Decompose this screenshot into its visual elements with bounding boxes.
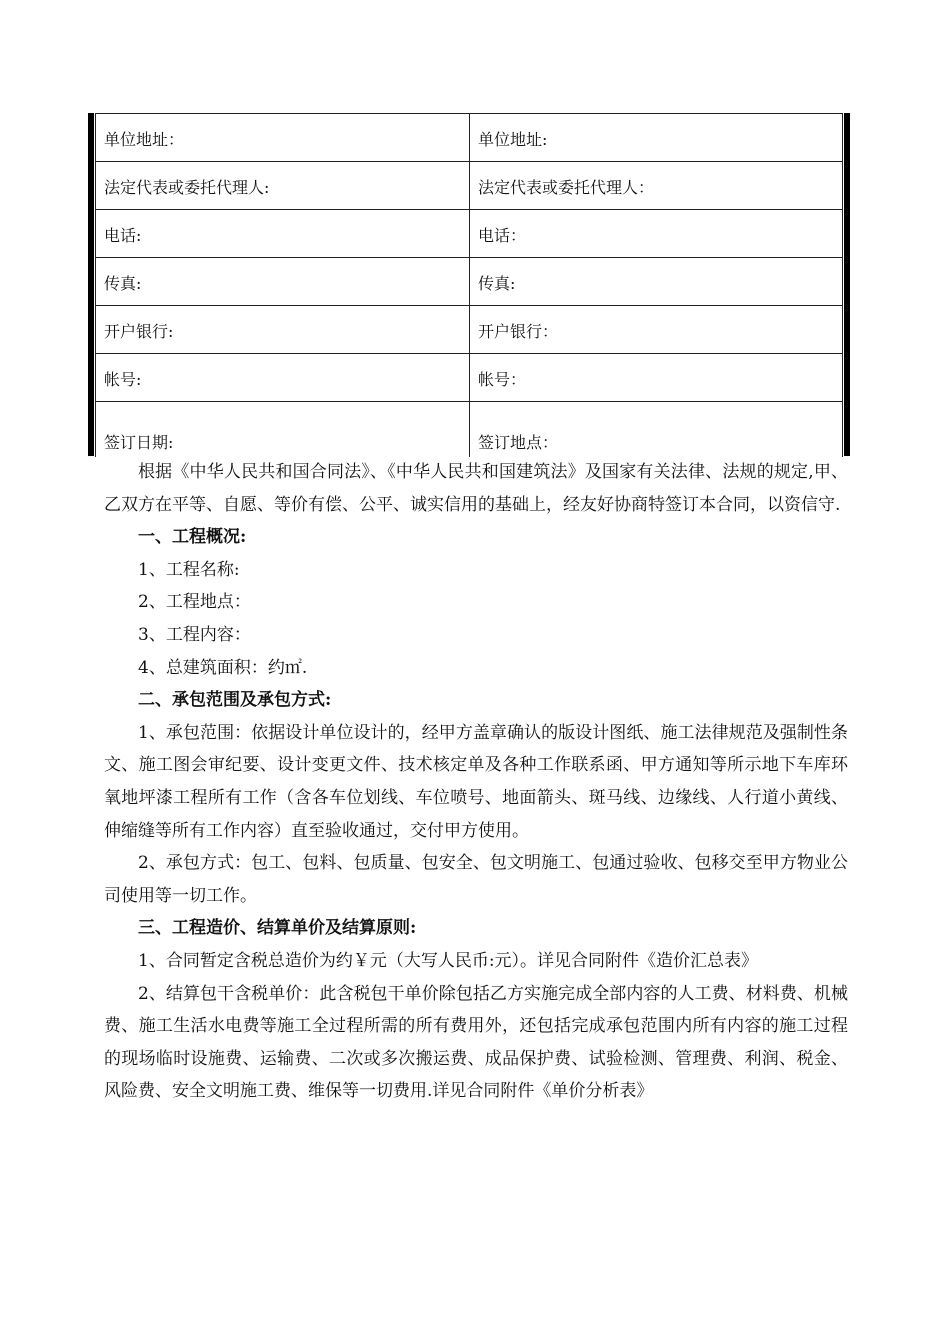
party-a-account: 帐号: [96,354,470,402]
contract-body [104,456,848,1108]
party-b-account: 帐号： [470,354,843,402]
party-a-representative: 法定代表或委托代理人: [96,162,470,210]
table-left-border [88,113,94,456]
party-b-address: 单位地址: [470,114,843,162]
section-1-heading: 一、工程概况: [138,527,247,548]
party-b-fax: 传真: [470,258,843,306]
contract-scope: 1、承包范围：依据设计单位设计的，经甲方盖章确认的版设计图纸、施工法律规范及强制性条文、施工图会审纪要、设计变更文件、技术核定单及各种工作联系函、甲方通知等所示地下车库环氧地坪漆工程所有工作（含各车位划线、车位喷号、地面箭头、斑马线、边缘线、人行道小黄线、伸缩缝等所有工作内容）直至验收通过，交付甲方使用。 [104,722,848,841]
table-row [96,354,843,402]
section-2-heading: 二、承包范围及承包方式: [138,690,332,711]
project-content: 3、工程内容： [138,624,251,645]
party-b-bank: 开户银行： [470,306,843,354]
total-area: 4、总建筑面积：约㎡. [138,657,308,678]
party-info-table [88,113,850,456]
party-a-phone: 电话: [96,210,470,258]
sign-date: 签订日期: [96,402,470,457]
party-a-bank: 开户银行: [96,306,470,354]
table-right-border [844,113,850,456]
party-a-fax: 传真: [96,258,470,306]
project-location: 2、工程地点： [138,592,251,613]
table-row [96,162,843,210]
total-price: 1、合同暂定含税总造价为约￥元（大写人民币:元）。详见合同附件《造价汇总表》 [138,950,759,971]
party-b-representative: 法定代表或委托代理人： [470,162,843,210]
sign-place: 签订地点： [470,402,843,457]
party-a-address: 单位地址： [96,114,470,162]
table-row [96,402,843,457]
contract-method: 2、承包方式：包工、包料、包质量、包安全、包文明施工、包通过验收、包移交至甲方物业公司使用等一切工作。 [104,853,848,906]
party-table [95,113,843,457]
table-row [96,114,843,162]
intro-paragraph: 根据《中华人民共和国合同法》、《中华人民共和国建筑法》及国家有关法律、法规的规定,甲、乙双方在平等、自愿、等价有偿、公平、诚实信用的基础上，经友好协商特签订本合同，以资信守. [104,462,848,515]
table-row [96,306,843,354]
unit-price: 2、结算包干含税单价：此含税包干单价除包括乙方实施完成全部内容的人工费、材料费、机械费、施工生活水电费等施工全过程所需的所有费用外，还包括完成承包范围内所有内容的施工过程的现场临时设施费、运输费、二次或多次搬运费、成品保护费、试验检测、管理费、利润、税金、风险费、安全文明施工费、维保等一切费用.详见合同附件《单价分析表》 [104,983,848,1102]
project-name: 1、工程名称: [138,559,240,580]
section-3-heading: 三、工程造价、结算单价及结算原则: [138,918,417,939]
party-b-phone: 电话： [470,210,843,258]
table-row [96,210,843,258]
table-row [96,258,843,306]
